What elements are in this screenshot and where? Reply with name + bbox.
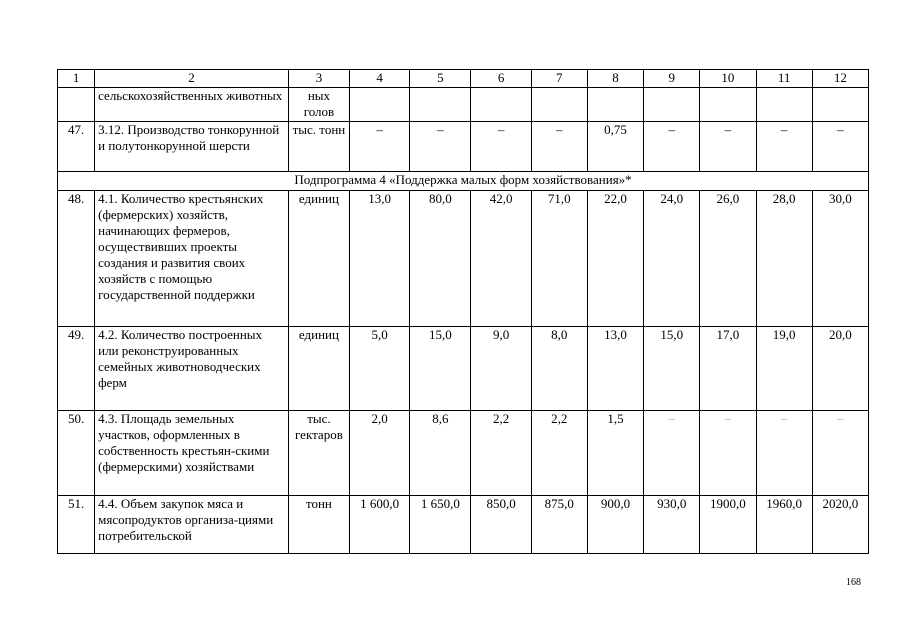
value-cell: 15,0 [410,327,471,411]
table-row [58,88,869,122]
subprogram-row [58,172,869,191]
value-cell: – [812,411,868,496]
value-cell: 930,0 [644,496,700,554]
unit-cell: единиц [288,191,349,327]
table-row [58,496,869,554]
indicators-table [57,69,869,554]
value-cell [812,88,868,122]
value-cell: 26,0 [700,191,756,327]
row-number: 51. [58,496,95,554]
value-cell: – [350,122,410,172]
value-cell: 19,0 [756,327,812,411]
header-cell: 4 [350,70,410,88]
header-cell: 10 [700,70,756,88]
value-cell: 30,0 [812,191,868,327]
value-cell: 1960,0 [756,496,812,554]
value-cell: 8,0 [531,327,587,411]
value-cell [350,88,410,122]
value-cell: – [644,411,700,496]
value-cell [471,88,531,122]
value-cell: 875,0 [531,496,587,554]
value-cell: 5,0 [350,327,410,411]
value-cell: 850,0 [471,496,531,554]
value-cell: 80,0 [410,191,471,327]
value-cell: 2,2 [531,411,587,496]
value-cell: 1900,0 [700,496,756,554]
value-cell: 22,0 [587,191,643,327]
header-cell: 6 [471,70,531,88]
header-cell: 12 [812,70,868,88]
value-cell: – [471,122,531,172]
value-cell: – [644,122,700,172]
table-row [58,327,869,411]
page-number: 168 [846,577,861,588]
value-cell [644,88,700,122]
value-cell [700,88,756,122]
unit-cell: тонн [288,496,349,554]
table-row [58,191,869,327]
value-cell: 9,0 [471,327,531,411]
value-cell: 13,0 [350,191,410,327]
value-cell: 1,5 [587,411,643,496]
unit-cell: единиц [288,327,349,411]
unit-cell: ных голов [288,88,349,122]
value-cell: – [700,411,756,496]
indicator-name: 4.2. Количество построенных или реконструированных семейных животноводческих ферм [95,327,289,411]
indicator-name: 4.3. Площадь земельных участков, оформленных в собственность крестьян-скими (фермерскими) хозяйствами [95,411,289,496]
value-cell [587,88,643,122]
value-cell: 42,0 [471,191,531,327]
value-cell [410,88,471,122]
unit-cell: тыс. гектаров [288,411,349,496]
value-cell: 24,0 [644,191,700,327]
value-cell: 1 600,0 [350,496,410,554]
value-cell: 1 650,0 [410,496,471,554]
value-cell [756,88,812,122]
table-row [58,122,869,172]
value-cell: 71,0 [531,191,587,327]
header-cell: 3 [288,70,349,88]
indicator-name: 3.12. Производство тонкорунной и полутонкорунной шерсти [95,122,289,172]
header-cell: 1 [58,70,95,88]
indicator-name: сельскохозяйственных животных [95,88,289,122]
indicator-name: 4.1. Количество крестьянских (фермерских) хозяйств, начинающих фермеров, осуществивших проекты создания и развития своих хозяйств с помощью государственной поддержки [95,191,289,327]
header-cell: 7 [531,70,587,88]
value-cell: – [756,122,812,172]
value-cell: – [756,411,812,496]
value-cell: 2020,0 [812,496,868,554]
value-cell: 17,0 [700,327,756,411]
value-cell [531,88,587,122]
table-row [58,411,869,496]
header-cell: 9 [644,70,700,88]
header-cell: 11 [756,70,812,88]
value-cell: – [410,122,471,172]
header-cell: 5 [410,70,471,88]
header-row [58,70,869,88]
value-cell: 0,75 [587,122,643,172]
value-cell: 900,0 [587,496,643,554]
unit-cell: тыс. тонн [288,122,349,172]
row-number: 49. [58,327,95,411]
value-cell: – [812,122,868,172]
value-cell: 15,0 [644,327,700,411]
value-cell: 2,2 [471,411,531,496]
value-cell: 28,0 [756,191,812,327]
subprogram-title: Подпрограмма 4 «Поддержка малых форм хозяйствования»* [58,172,869,191]
row-number: 47. [58,122,95,172]
header-cell: 2 [95,70,289,88]
value-cell: – [531,122,587,172]
value-cell: 20,0 [812,327,868,411]
value-cell: 13,0 [587,327,643,411]
row-number: 50. [58,411,95,496]
value-cell: – [700,122,756,172]
row-number [58,88,95,122]
header-cell: 8 [587,70,643,88]
value-cell: 2,0 [350,411,410,496]
value-cell: 8,6 [410,411,471,496]
indicator-name: 4.4. Объем закупок мяса и мясопродуктов организа-циями потребительской [95,496,289,554]
row-number: 48. [58,191,95,327]
